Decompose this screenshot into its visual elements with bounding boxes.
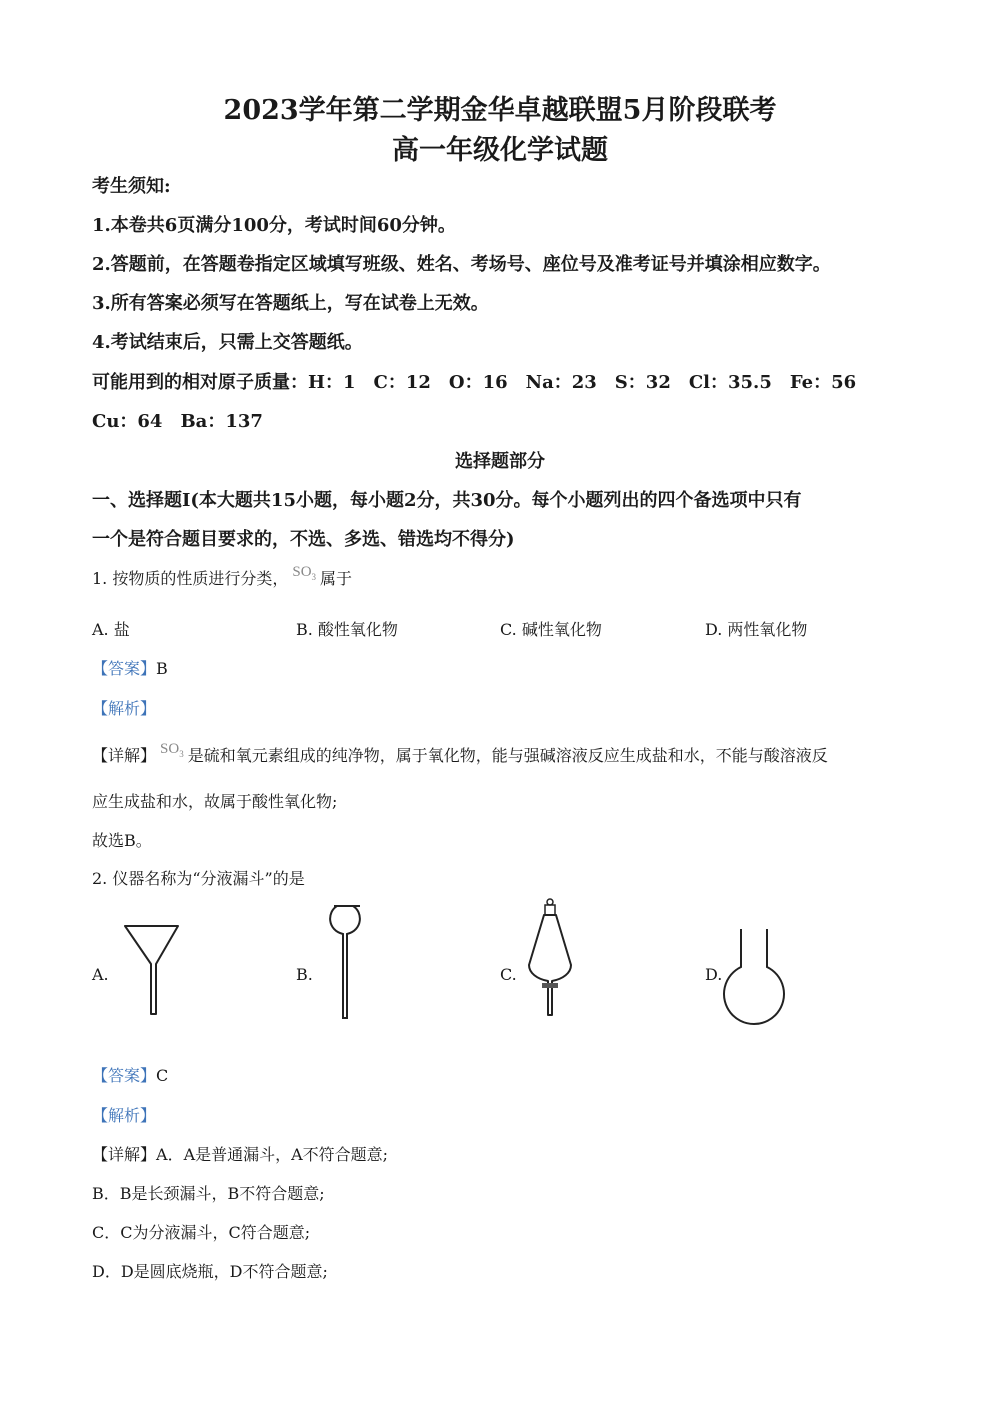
atomic-masses-line1: 可能用到的相对原子质量：H：1 C：12 O：16 Na：23 S：32 Cl：35.5 Fe：56 — [92, 372, 857, 393]
q1-analysis-tag: 【解析】 — [92, 699, 157, 718]
q1-stem-before: 1. 按物质的性质进行分类， — [92, 569, 289, 588]
so3-formula: $SO_3$ — [292, 564, 317, 582]
notice-item-1: 1.本卷共6页满分100分，考试时间60分钟。 — [92, 215, 456, 236]
q2-detail-line1: 【详解】A．A是普通漏斗，A不符合题意; — [92, 1145, 389, 1164]
q1-stem — [92, 566, 352, 590]
q2-answer-value: C — [156, 1066, 169, 1085]
ordinary-funnel-icon — [120, 920, 185, 1020]
answer-tag: 【答案】 — [92, 659, 157, 678]
q2-stem: 2. 仪器名称为“分液漏斗”的是 — [92, 869, 305, 888]
q2-option-c-label: C. — [500, 965, 517, 984]
exam-title-line2: 高一年级化学试题 — [392, 135, 608, 166]
atomic-masses-line2: Cu：64 Ba：137 — [92, 411, 263, 432]
q2-option-a-label: A. — [92, 965, 109, 984]
q2-analysis-tag: 【解析】 — [92, 1106, 157, 1125]
q1-option-b: B. 酸性氧化物 — [296, 620, 398, 639]
q1-detail-line2: 应生成盐和水，故属于酸性氧化物; — [92, 792, 338, 811]
notice-item-2: 2.答题前，在答题卷指定区域填写班级、姓名、考场号、座位号及准考证号并填涂相应数字。 — [92, 254, 831, 275]
section-title: 选择题部分 — [455, 451, 545, 472]
notice-heading: 考生须知: — [92, 176, 171, 197]
q1-option-c: C. 碱性氧化物 — [500, 620, 602, 639]
q1-option-a: A. 盐 — [92, 620, 130, 639]
q1-answer — [92, 656, 168, 679]
detail-tag: 【详解】 — [92, 1145, 157, 1164]
q2-answer — [92, 1063, 168, 1086]
separatory-funnel-icon — [527, 895, 575, 1020]
q2-option-d-label: D. — [705, 965, 723, 984]
answer-tag: 【答案】 — [92, 1066, 157, 1085]
notice-item-3: 3.所有答案必须写在答题纸上，写在试卷上无效。 — [92, 293, 489, 314]
q1-stem-after: 属于 — [320, 569, 353, 588]
q1-option-d: D. 两性氧化物 — [705, 620, 808, 639]
q2-detail-line2: B．B是长颈漏斗，B不符合题意; — [92, 1184, 325, 1203]
q2-detail-line3: C．C为分液漏斗，C符合题意; — [92, 1223, 311, 1242]
section-intro-line1: 一、选择题I(本大题共15小题，每小题2分，共30分。每个小题列出的四个备选项中只有 — [92, 490, 802, 511]
q2-detail-line4: D．D是圆底烧瓶，D不符合题意; — [92, 1262, 328, 1281]
notice-item-4: 4.考试结束后，只需上交答题纸。 — [92, 332, 363, 353]
q1-answer-value: B — [156, 659, 168, 678]
q2-option-b-label: B. — [296, 965, 313, 984]
long-neck-funnel-icon — [325, 900, 370, 1022]
detail-tag: 【详解】 — [92, 746, 157, 765]
so3-formula: $SO_3$ — [160, 741, 184, 759]
round-bottom-flask-icon — [718, 925, 790, 1025]
exam-title-line1: 2023学年第二学期金华卓越联盟5月阶段联考 — [223, 95, 777, 126]
section-intro-line2: 一个是符合题目要求的，不选、多选、错选均不得分) — [92, 529, 515, 550]
q1-detail-line1: 【详解】 $SO_3$ 是硫和氧元素组成的纯净物，属于氧化物，能与强碱溶液反应生成盐和水，不能与酸溶液反 — [92, 741, 828, 765]
q1-conclusion: 故选B。 — [92, 831, 152, 850]
